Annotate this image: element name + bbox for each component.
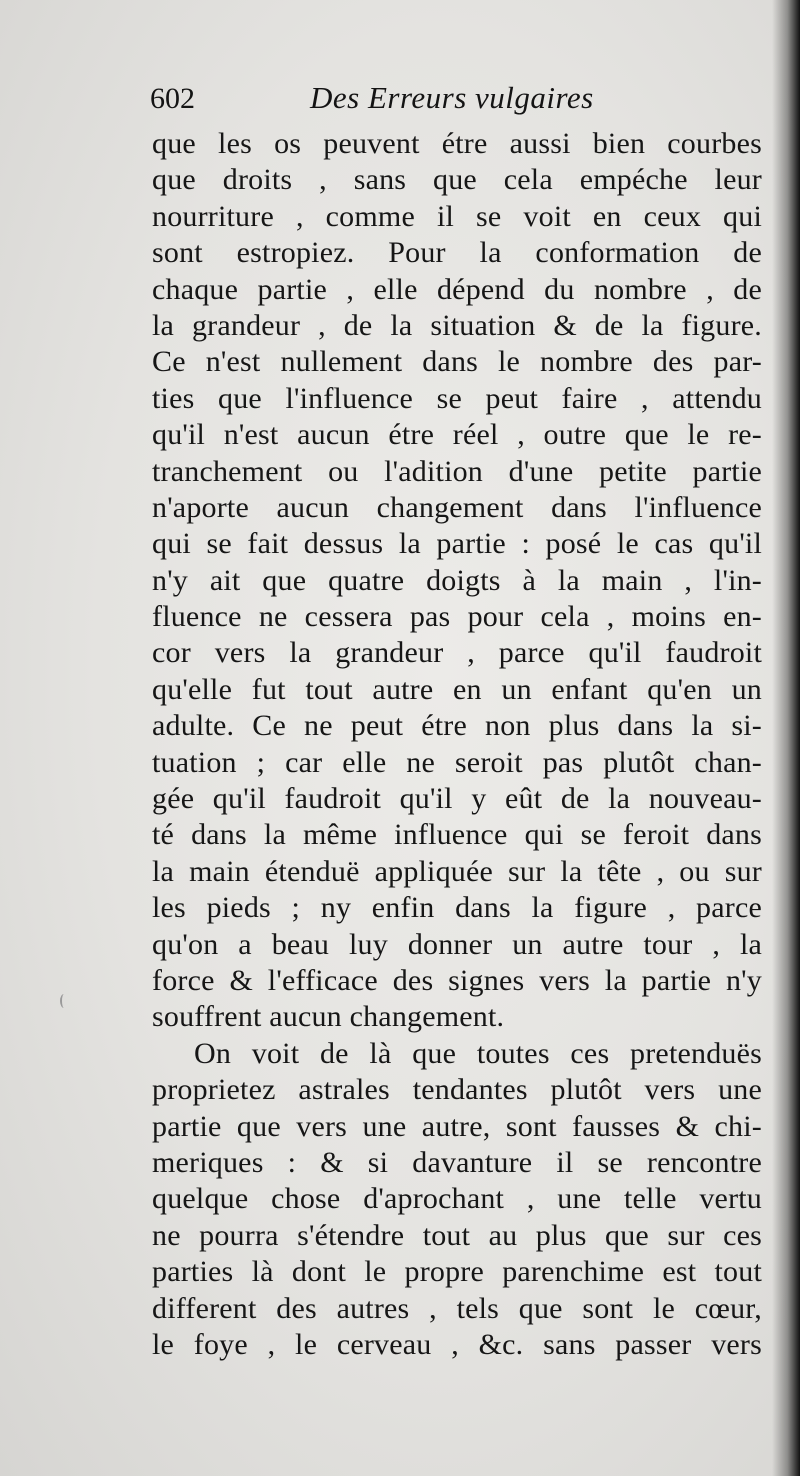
text-line: qu'il n'est aucun étre réel , outre que le re- <box>152 418 762 452</box>
text-line: té dans la même influence qui se feroit dans <box>152 818 762 852</box>
running-head <box>150 78 630 126</box>
text-line: la grandeur , de la situation & de la figure. <box>152 308 762 342</box>
body-text <box>152 126 762 1363</box>
text-line: n'y ait que quatre doigts à la main , l'in- <box>152 563 762 597</box>
text-line: tranchement ou l'adition d'une petite partie <box>152 454 762 488</box>
text-line: proprietez astrales tendantes plutôt vers une <box>152 1073 762 1107</box>
text-line: n'aporte aucun changement dans l'influence <box>152 490 762 524</box>
text-line: souffrent aucun changement. <box>152 1000 505 1034</box>
text-line: meriques : & si davanture il se rencontre <box>152 1145 762 1179</box>
text-line: adulte. Ce ne peut étre non plus dans la si- <box>152 709 762 743</box>
text-line: Ce n'est nullement dans le nombre des par- <box>152 345 762 379</box>
text-line: qu'elle fut tout autre en un enfant qu'en un <box>152 672 762 706</box>
text-line: cor vers la grandeur , parce qu'il faudroit <box>152 636 762 670</box>
text-line: fluence ne cessera pas pour cela , moins en- <box>152 600 762 634</box>
page-number: 602 <box>150 82 195 115</box>
text-line: sont estropiez. Pour la conformation de <box>152 236 762 270</box>
text-line: que les os peuvent étre aussi bien courbes <box>152 127 762 160</box>
text-line: la main étenduë appliquée sur la tête , ou sur <box>152 854 762 888</box>
paragraph-2 <box>152 1036 762 1364</box>
text-line: chaque partie , elle dépend du nombre , de <box>152 272 762 306</box>
text-line: qu'on a beau luy donner un autre tour , la <box>152 927 762 961</box>
text-line: different des autres , tels que sont le cœur, <box>152 1291 762 1325</box>
paragraph-1 <box>152 126 762 1036</box>
text-line: ties que l'influence se peut faire , attendu <box>152 381 762 415</box>
text-line: ne pourra s'étendre tout au plus que sur ces <box>152 1218 762 1252</box>
running-title: Des Erreurs vulgaires <box>310 80 594 115</box>
text-line: qui se fait dessus la partie : posé le cas qu'il <box>152 527 762 561</box>
text-line: que droits , sans que cela empéche leur <box>152 163 762 197</box>
text-line: force & l'efficace des signes vers la partie n'y <box>152 963 762 997</box>
text-line: parties là dont le propre parenchime est tout <box>152 1255 762 1289</box>
text-line: tuation ; car elle ne seroit pas plutôt chan- <box>152 745 762 779</box>
paper-mark <box>60 994 68 1008</box>
text-line: gée qu'il faudroit qu'il y eût de la nouveau- <box>152 782 762 816</box>
text-line: le foye , le cerveau , &c. sans passer vers <box>152 1327 762 1361</box>
text-line: partie que vers une autre, sont fausses & chi- <box>152 1109 762 1143</box>
text-line: On voit de là que toutes ces pretenduës <box>194 1036 762 1070</box>
text-line: quelque chose d'aprochant , une telle vertu <box>152 1182 762 1216</box>
text-line: nourriture , comme il se voit en ceux qui <box>152 199 762 233</box>
text-line: les pieds ; ny enfin dans la figure , parce <box>152 891 762 925</box>
